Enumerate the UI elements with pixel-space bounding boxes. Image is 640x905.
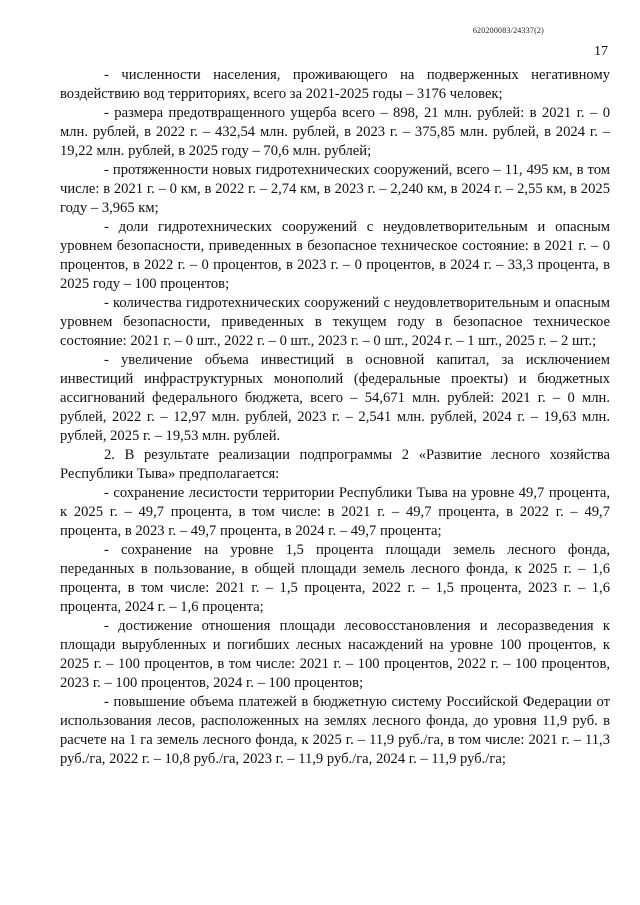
paragraph-forest-payments: - повышение объема платежей в бюджетную систему Российской Федерации от использования лесов, расположенных на землях лесного фонда, до уровня 11,9 руб. в расчете на 1 га земель лесного фонда, к 2025 г. – 11,9 руб./га, в том числе: 2021 г. – 11,3 руб./га, 2022 г. – 10,8 руб./га, 2023 г. – 11,9 руб./га, 2024 г. – 11,9 руб./га; [60, 694, 610, 767]
paragraph-forest-cover: - сохранение лесистости территории Республики Тыва на уровне 49,7 процента, к 2025 г. – 49,7 процента, в том числе: в 2021 г. – 49,7 процента, в 2022 г. – 49,7 процента, в 2023 г. – 49,7 процента, в 2024 г. – 49,7 процента; [60, 485, 610, 539]
document-body [60, 66, 610, 769]
page-number: 17 [594, 44, 608, 59]
paragraph-hydro-share: - доли гидротехнических сооружений с неудовлетворительным и опасным уровнем безопасности, приведенных в безопасное техническое состояние: в 2021 г. – 0 процентов, в 2022 г. – 0 процентов, в 2023 г. – 0 процентов, в 2024 г. – 33,3 процента, в 2025 году – 100 процентов; [60, 219, 610, 292]
paragraph-hydro-count: - количества гидротехнических сооружений с неудовлетворительным и опасным уровнем безопасности, приведенных в текущем году в безопасное техническое состояние: 2021 г. – 0 шт., 2022 г. – 0 шт., 2023 г. – 0 шт., 2024 г. – 1 шт., 2025 г. – 2 шт.; [60, 295, 610, 349]
paragraph-reforestation: - достижение отношения площади лесовосстановления и лесоразведения к площади вырубленных и погибших лесных насаждений на уровне 100 процентов, к 2025 г. – 100 процентов, в том числе: 2021 г. – 100 процентов, 2022 г. – 100 процентов, 2023 г. – 100 процентов, 2024 г. – 100 процентов; [60, 618, 610, 691]
paragraph-investment: - увеличение объема инвестиций в основной капитал, за исключением инвестиций инфраструктурных монополий (федеральные проекты) и бюджетных ассигнований федерального бюджета, всего – 54,671 млн. рублей: 2021 г. – 0 млн. рублей, 2022 г. – 12,97 млн. рублей, 2023 г. – 2,541 млн. рублей, 2024 г. – 19,63 млн. рублей, 2025 г. – 19,53 млн. рублей. [60, 352, 610, 444]
paragraph-population: - численности населения, проживающего на подверженных негативному воздействию вод территориях, всего за 2021-2025 годы – 3176 человек; [60, 67, 610, 102]
document-id: 620200083/24337(2) [472, 26, 544, 35]
paragraph-prevented-damage: - размера предотвращенного ущерба всего – 898, 21 млн. рублей: в 2021 г. – 0 млн. рублей, в 2022 г. – 432,54 млн. рублей, в 2023 г. – 375,85 млн. рублей, в 2024 г. – 19,22 млн. рублей, в 2025 году – 70,6 млн. рублей; [60, 105, 610, 159]
paragraph-hydro-length: - протяженности новых гидротехнических сооружений, всего – 11, 495 км, в том числе: в 2021 г. – 0 км, в 2022 г. – 2,74 км, в 2023 г. – 2,240 км, в 2024 г. – 2,55 км, в 2025 году – 3,965 км; [60, 162, 610, 216]
paragraph-subprogram-2-heading: 2. В результате реализации подпрограммы 2 «Развитие лесного хозяйства Республики Тыва» предполагается: [60, 447, 610, 482]
paragraph-forest-land-use: - сохранение на уровне 1,5 процента площади земель лесного фонда, переданных в пользование, в общей площади земель лесного фонда, к 2025 г. – 1,6 процента, в том числе: 2021 г. – 1,5 процента, 2022 г. – 1,5 процента, 2023 г. – 1,6 процента, 2024 г. – 1,6 процента; [60, 542, 610, 615]
